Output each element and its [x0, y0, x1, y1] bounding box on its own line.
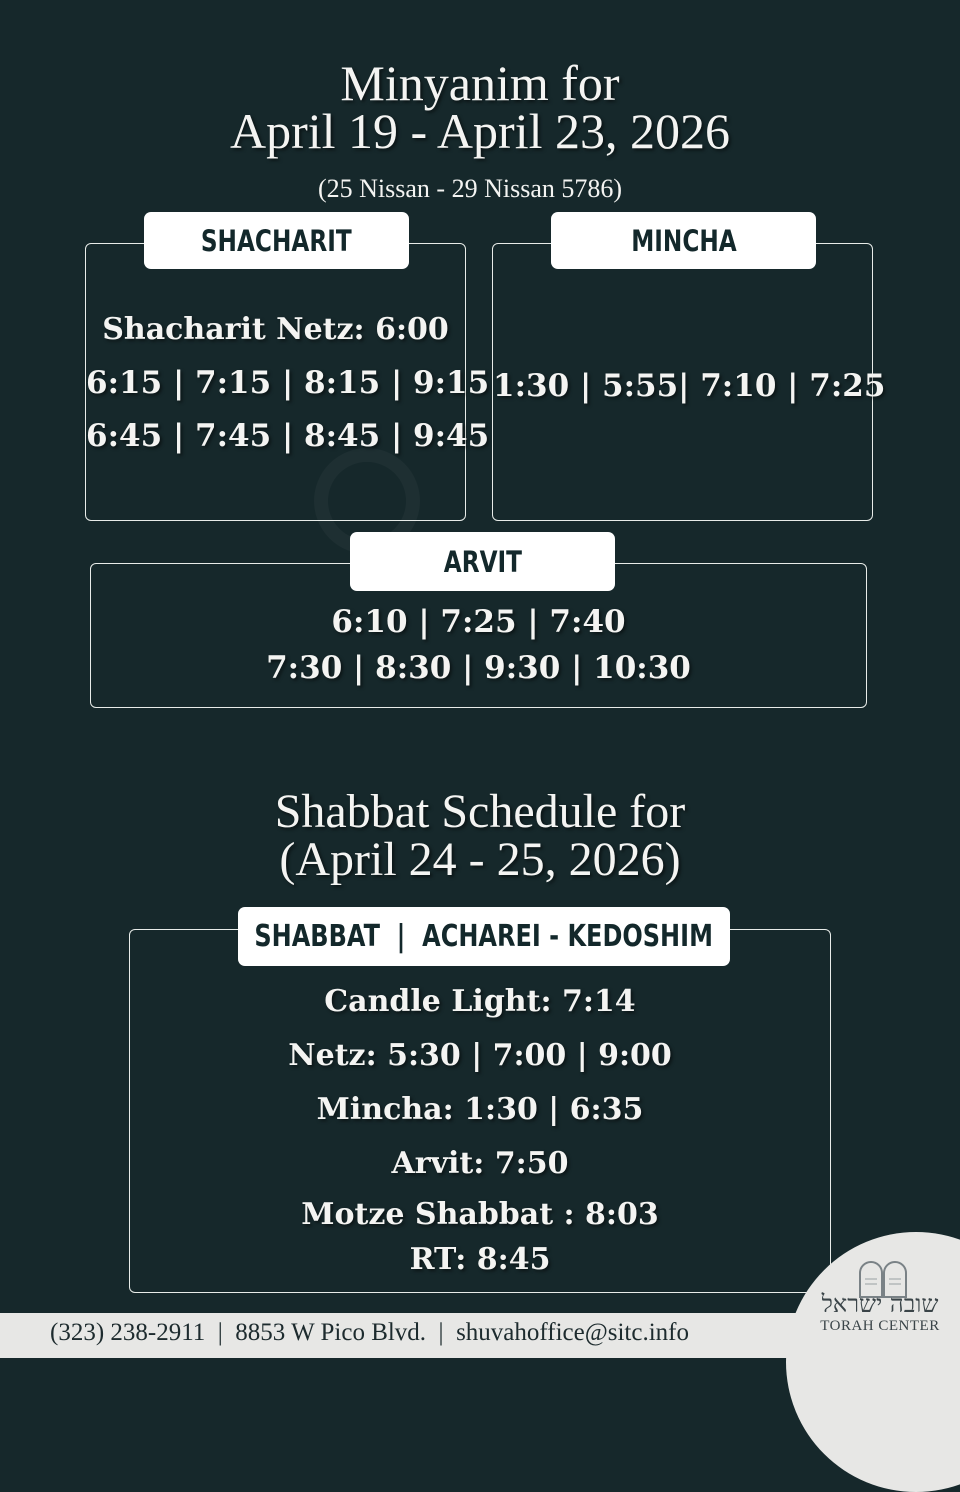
logo-name: TORAH CENTER [820, 1318, 940, 1334]
shabbat-tab [238, 907, 730, 966]
shabbat-title-line1: Shabbat Schedule for [274, 785, 686, 838]
shabbat-box [129, 929, 831, 1293]
shacharit-tab-label: SHACHARIT [201, 223, 352, 258]
footer-contact: (323) 238-2911 | 8853 W Pico Blvd. | shuvahoffice@sitc.info [50, 1319, 689, 1346]
shabbat-arvit: Arvit: 7:50 [391, 1146, 569, 1181]
page-title-line1: Minyanim for [340, 55, 620, 111]
shabbat-candle-light: Candle Light: 7:14 [324, 984, 636, 1019]
shabbat-tab-label: SHABBAT | ACHAREI - KEDOSHIM [254, 919, 714, 954]
mincha-box [492, 243, 886, 521]
arvit-tab-label: ARVIT [443, 544, 522, 579]
hebrew-date-range: (25 Nissan - 29 Nissan 5786) [317, 174, 623, 203]
arvit-times-2: 7:30 | 8:30 | 9:30 | 10:30 [266, 650, 691, 686]
shacharit-tab [144, 212, 409, 269]
shabbat-rt: RT: 8:45 [409, 1242, 551, 1277]
shabbat-title-line2: (April 24 - 25, 2026) [279, 833, 681, 886]
arvit-times-1: 6:10 | 7:25 | 7:40 [331, 604, 626, 640]
shacharit-netz: Shacharit Netz: 6:00 [102, 312, 449, 347]
mincha-tab-label: MINCHA [630, 223, 737, 258]
arvit-tab [350, 532, 615, 591]
mincha-times: 1:30 | 5:55| 7:10 | 7:25 [493, 368, 886, 404]
mincha-tab [551, 212, 816, 269]
shacharit-times-1: 6:15 | 7:15 | 8:15 | 9:15 [86, 365, 490, 401]
shabbat-motze: Motze Shabbat : 8:03 [301, 1197, 659, 1232]
shacharit-times-2: 6:45 | 7:45 | 8:45 | 9:45 [86, 418, 490, 454]
shabbat-mincha: Mincha: 1:30 | 6:35 [316, 1092, 644, 1127]
shacharit-box [85, 243, 490, 521]
page-title-line2: April 19 - April 23, 2026 [230, 103, 730, 159]
logo-hebrew-text: שובה ישראל [821, 1290, 939, 1318]
shabbat-netz: Netz: 5:30 | 7:00 | 9:00 [288, 1038, 672, 1073]
